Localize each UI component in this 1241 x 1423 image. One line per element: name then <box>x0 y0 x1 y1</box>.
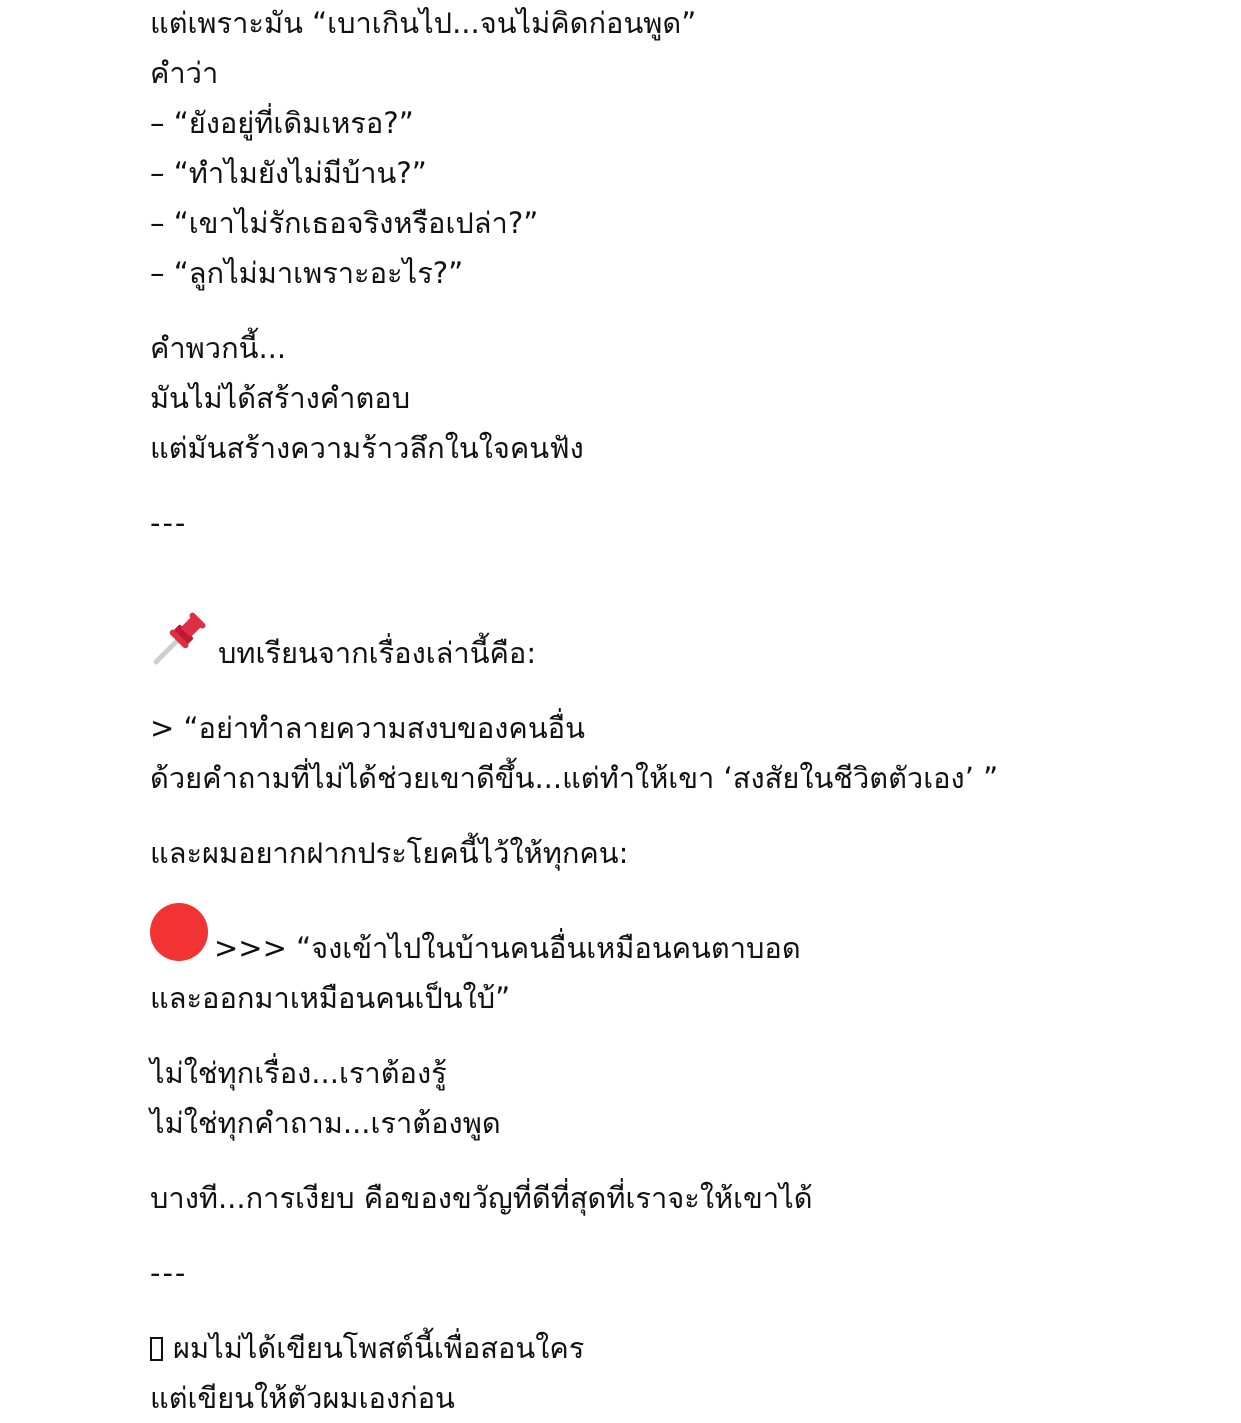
text-line: แต่เพราะมัน “เบาเกินไป...จนไม่คิดก่อนพูด” <box>150 6 697 40</box>
quote-line: ด้วยคำถามที่ไม่ได้ช่วยเขาดีขึ้น...แต่ทำให้เขา ‘สงสัยในชีวิตตัวเอง’ ” <box>150 761 999 795</box>
text-line: คำพวกนี้... <box>150 331 287 365</box>
text-line: มันไม่ได้สร้างคำตอบ <box>150 381 411 415</box>
text-line: และผมอยากฝากประโยคนี้ไว้ให้ทุกคน: <box>150 836 629 870</box>
closing-text: ผมไม่ได้เขียนโพสต์นี้เพื่อสอนใคร <box>173 1331 585 1365</box>
quote-line: > “อย่าทำลายความสงบของคนอื่น <box>150 711 585 745</box>
list-item: – “ลูกไม่มาเพราะอะไร?” <box>150 256 464 290</box>
post-body <box>150 0 1190 1423</box>
closing-line <box>150 1323 1190 1373</box>
text-line: แต่มันสร้างความร้าวลึกในใจคนฟัง <box>150 431 584 465</box>
motto-line: >>> “จงเข้าไปในบ้านคนอื่นเหมือนคนตาบอด <box>214 931 801 965</box>
motto-line: และออกมาเหมือนคนเป็นใบ้” <box>150 981 511 1015</box>
text-line: ไม่ใช่ทุกคำถาม...เราต้องพูด <box>150 1106 501 1140</box>
text-line: ไม่ใช่ทุกเรื่อง...เราต้องรู้ <box>150 1056 447 1090</box>
list-item: – “เขาไม่รักเธอจริงหรือเปล่า?” <box>150 206 539 240</box>
missing-glyph-icon <box>150 1337 163 1361</box>
text-line: คำว่า <box>150 56 219 90</box>
section-separator: --- <box>150 1256 188 1290</box>
text-line: บางที...การเงียบ คือของขวัญที่ดีที่สุดที่เราจะให้เขาได้ <box>150 1181 813 1215</box>
list-item: – “ทำไมยังไม่มีบ้าน?” <box>150 156 427 190</box>
list-item: – “ยังอยู่ที่เดิมเหรอ?” <box>150 106 414 140</box>
pushpin-icon <box>150 610 210 670</box>
red-circle-icon <box>150 903 208 961</box>
motto-heading <box>150 903 1190 973</box>
lesson-heading <box>150 608 1190 678</box>
section-separator: --- <box>150 506 188 540</box>
lesson-label: บทเรียนจากเรื่องเล่านี้คือ: <box>218 636 537 670</box>
closing-line: แต่เขียนให้ตัวผมเองก่อน <box>150 1381 455 1415</box>
